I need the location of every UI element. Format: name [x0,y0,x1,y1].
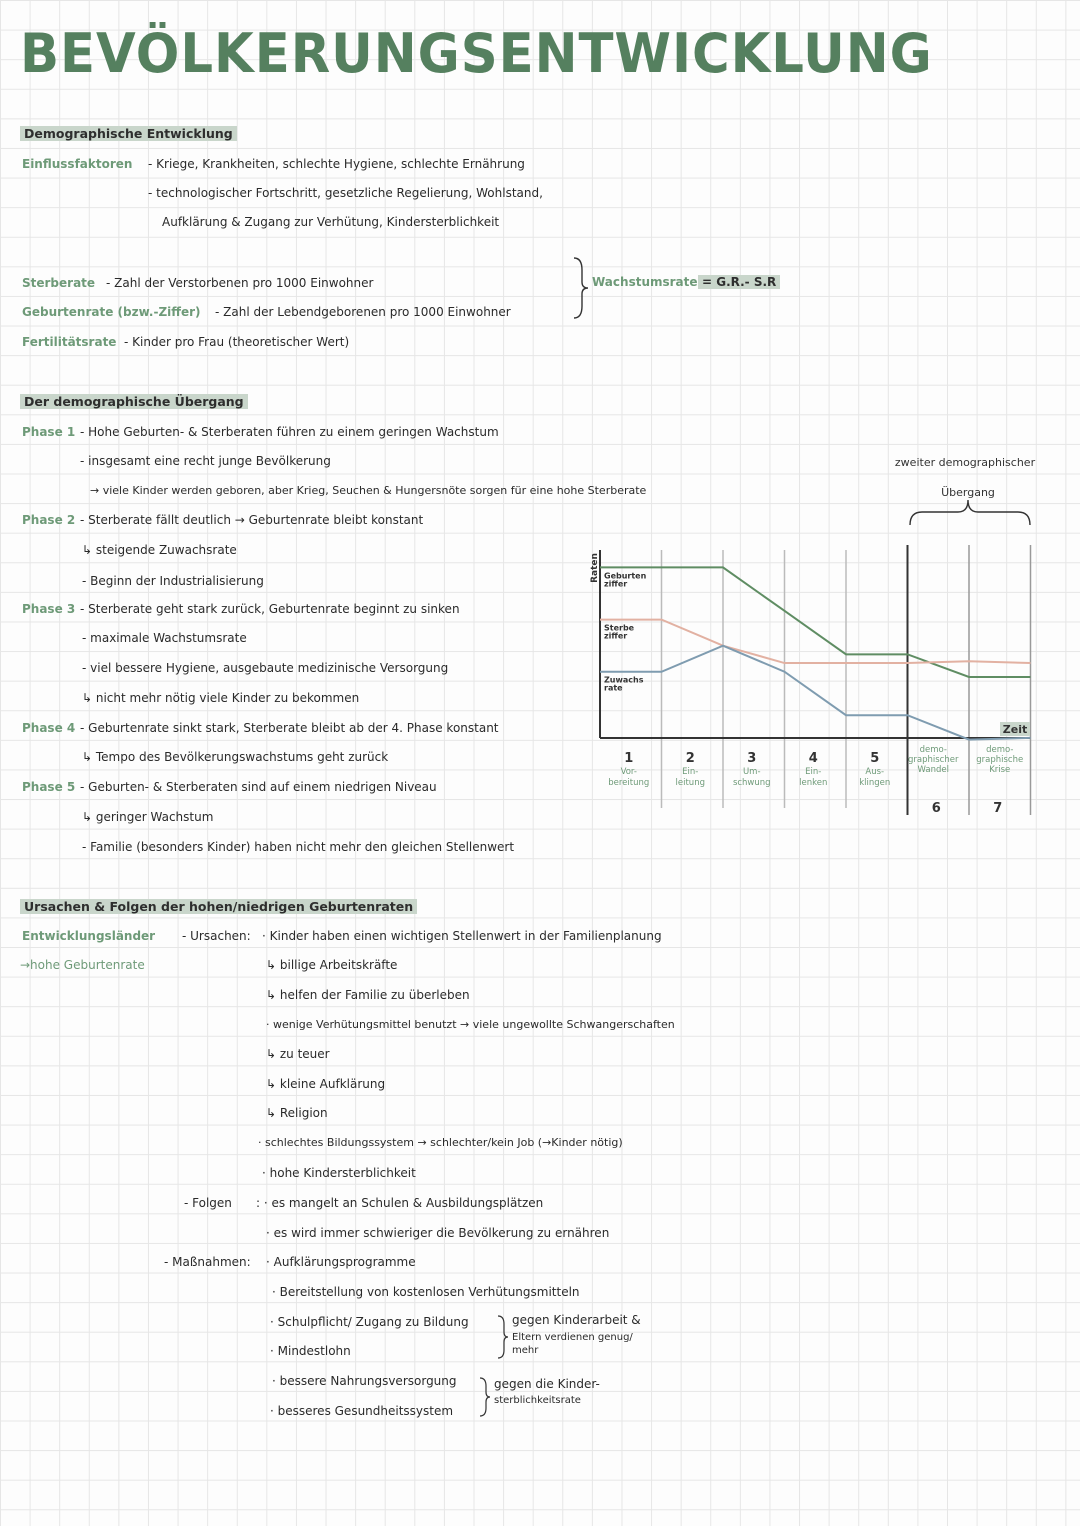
measures-label: - Maßnahmen: [164,1255,251,1269]
chart-phase-number-2: 2 [685,751,695,766]
phase-5-line-a: - Geburten- & Sterberaten sind auf einem niedrigen Niveau [80,780,437,794]
chart-second-transition-label-1: zweiter demographischer [894,456,1036,469]
cause-2: ↳ billige Arbeitskräfte [266,958,398,972]
cause-4: · wenige Verhütungsmittel benutzt → viele ungewollte Schwangerschaften [266,1018,675,1031]
page-title: BEVÖLKERUNGSENTWICKLUNG [20,22,933,85]
measure-6: · besseres Gesundheitssystem [270,1404,454,1418]
consequence-2: · es wird immer schwieriger die Bevölkerung zu ernähren [266,1226,610,1240]
factors-line-1: - Kriege, Krankheiten, schlechte Hygiene, schlechte Ernährung [148,157,525,171]
chart-phase-name-4-a: Ein- [805,767,822,777]
chart-phase-name-2-b: leitung [675,778,705,788]
consequence-1: : · es mangelt an Schulen & Ausbildungsplätzen [256,1196,544,1210]
death-rate-label: Sterberate [22,276,96,290]
chart-phase-name-5-b: klingen [859,778,891,788]
birth-rate-text: - Zahl der Lebendgeborenen pro 1000 Einwohner [215,305,511,319]
chart-line-zuwachsrate [600,646,1031,740]
phase-3-line-b: - maximale Wachstumsrate [82,631,247,645]
brace-rates [570,256,590,320]
chart-phase-name-5-a: Aus- [865,767,885,777]
cause-3: ↳ helfen der Familie zu überleben [266,988,470,1002]
phase-1-line-c: → viele Kinder werden geboren, aber Krieg, Seuchen & Hungersnöte sorgen für eine hohe Sterberate [90,484,647,497]
phase-4-label: Phase 4 [22,721,76,735]
chart-phase-name-1-b: bereitung [608,778,650,788]
phase-1-line-b: - insgesamt eine recht junge Bevölkerung [80,454,331,468]
phase-1-line-a: - Hohe Geburten- & Sterberaten führen zu einem geringen Wachstum [80,425,499,439]
measures-3-4-note-3: mehr [512,1345,539,1356]
chart-second-transition-label-2: Übergang [941,486,995,499]
phase-5-label: Phase 5 [22,780,76,794]
factors-line-3: Aufklärung & Zugang zur Verhütung, Kindersterblichkeit [162,215,500,229]
chart-phase-dividers [662,545,1031,815]
phase-4-line-b: ↳ Tempo des Bevölkerungswachstums geht zurück [82,750,389,764]
chart-phase-name-7-2: Krise [989,765,1011,775]
chart-phase-name-7-1: graphische [976,755,1024,765]
phase-3-label: Phase 3 [22,602,76,616]
chart-series-label-sterbeziffer-2: ziffer [604,631,628,641]
measure-1: · Aufklärungsprogramme [266,1255,416,1269]
chart-x-label: Zeit [1002,723,1028,736]
factors-label: Einflussfaktoren [22,157,133,171]
chart-phase-number-5: 5 [870,751,880,766]
chart-phase-name-7-0: demo- [986,745,1014,755]
chart-y-label: Raten [590,553,600,583]
phase-4-line-a: - Geburtenrate sinkt stark, Sterberate bleibt ab der 4. Phase konstant [80,721,499,735]
factors-line-2: - technologischer Fortschritt, gesetzliche Regelierung, Wohlstand, [148,186,543,200]
chart-series-label-sterbeziffer-1: Sterbe [604,623,635,633]
phase-3-line-a: - Sterberate geht stark zurück, Geburtenrate beginnt zu sinken [80,602,460,616]
birth-rate-label: Geburtenrate (bzw.-Ziffer) [22,305,201,319]
chart-phase-name-6-2: Wandel [917,765,949,775]
chart-phase-name-3-a: Um- [742,767,761,777]
measure-5: · bessere Nahrungsversorgung [272,1374,457,1388]
chart-phase-number-4: 4 [808,751,818,766]
phase-5-line-c: - Familie (besonders Kinder) haben nicht mehr den gleichen Stellenwert [82,840,515,854]
chart-series-label-zuwachsrate-1: Zuwachs [604,675,644,685]
measures-5-6-note-1: gegen die Kinder- [494,1377,600,1391]
high-birth-rate-label: →hohe Geburtenrate [20,958,145,972]
cause-5: ↳ zu teuer [266,1047,330,1061]
measures-5-6-note-2: sterblichkeitsrate [494,1395,581,1406]
measure-4: · Mindestlohn [270,1344,351,1358]
phase-3-line-c: - viel bessere Hygiene, ausgebaute medizinische Versorgung [82,661,449,675]
chart-phase-number-1: 1 [624,751,634,766]
phase-3-line-d: ↳ nicht mehr nötig viele Kinder zu bekommen [82,691,360,705]
cause-8: · schlechtes Bildungssystem → schlechter/kein Job (→Kinder nötig) [258,1136,623,1149]
chart-phase-name-2-a: Ein- [682,767,699,777]
cause-1: · Kinder haben einen wichtigen Stellenwert in der Familienplanung [262,929,662,943]
phase-2-line-c: - Beginn der Industrialisierung [82,574,264,588]
chart-phase-name-1-a: Vor- [620,767,637,777]
growth-rate-formula: = G.R.- S.R [698,275,780,289]
chart-phase-number-6: 6 [931,801,941,816]
phase-2-line-b: ↳ steigende Zuwachsrate [82,543,237,557]
chart-series-label-geburtenziffer-2: ziffer [604,579,628,589]
chart-phase-name-6-1: graphischer [908,755,959,765]
brace-measures-5-6 [478,1376,492,1420]
measure-2: · Bereitstellung von kostenlosen Verhütungsmitteln [272,1285,580,1299]
developing-countries-label: Entwicklungsländer [22,929,156,943]
cause-7: ↳ Religion [266,1106,328,1120]
death-rate-text: - Zahl der Verstorbenen pro 1000 Einwohner [106,276,374,290]
chart-phase-name-4-b: lenken [799,778,828,788]
chart-phase-number-7: 7 [993,801,1003,816]
cause-6: ↳ kleine Aufklärung [266,1077,386,1091]
chart-phase-number-3: 3 [747,751,757,766]
section-heading-demographische-entwicklung: Demographische Entwicklung [20,126,237,141]
growth-rate-label: Wachstumsrate [592,275,698,289]
section-heading-demographischer-uebergang: Der demographische Übergang [20,394,248,409]
chart-second-transition-brace [910,500,1030,525]
chart-series-label-geburtenziffer-1: Geburten [604,571,647,581]
demographic-transition-chart [580,450,1070,825]
consequences-label: - Folgen [184,1196,232,1210]
phase-1-label: Phase 1 [22,425,76,439]
measures-3-4-note-2: Eltern verdienen genug/ [512,1332,633,1343]
measure-3: · Schulpflicht/ Zugang zu Bildung [270,1315,469,1329]
fertility-label: Fertilitätsrate [22,335,117,349]
phase-2-line-a: - Sterberate fällt deutlich → Geburtenrate bleibt konstant [80,513,424,527]
causes-label: - Ursachen: [182,929,251,943]
phase-2-label: Phase 2 [22,513,76,527]
brace-measures-3-4 [496,1314,510,1360]
chart-phase-name-3-b: schwung [732,778,771,788]
chart-series-label-zuwachsrate-2: rate [604,683,623,693]
cause-9: · hohe Kindersterblichkeit [262,1166,416,1180]
measures-3-4-note-1: gegen Kinderarbeit & [512,1313,641,1327]
section-heading-ursachen-folgen: Ursachen & Folgen der hohen/niedrigen Geburtenraten [20,899,417,914]
chart-phase-name-6-0: demo- [919,745,947,755]
fertility-text: - Kinder pro Frau (theoretischer Wert) [124,335,350,349]
chart-line-sterbeziffer [600,620,1031,663]
phase-5-line-b: ↳ geringer Wachstum [82,810,214,824]
